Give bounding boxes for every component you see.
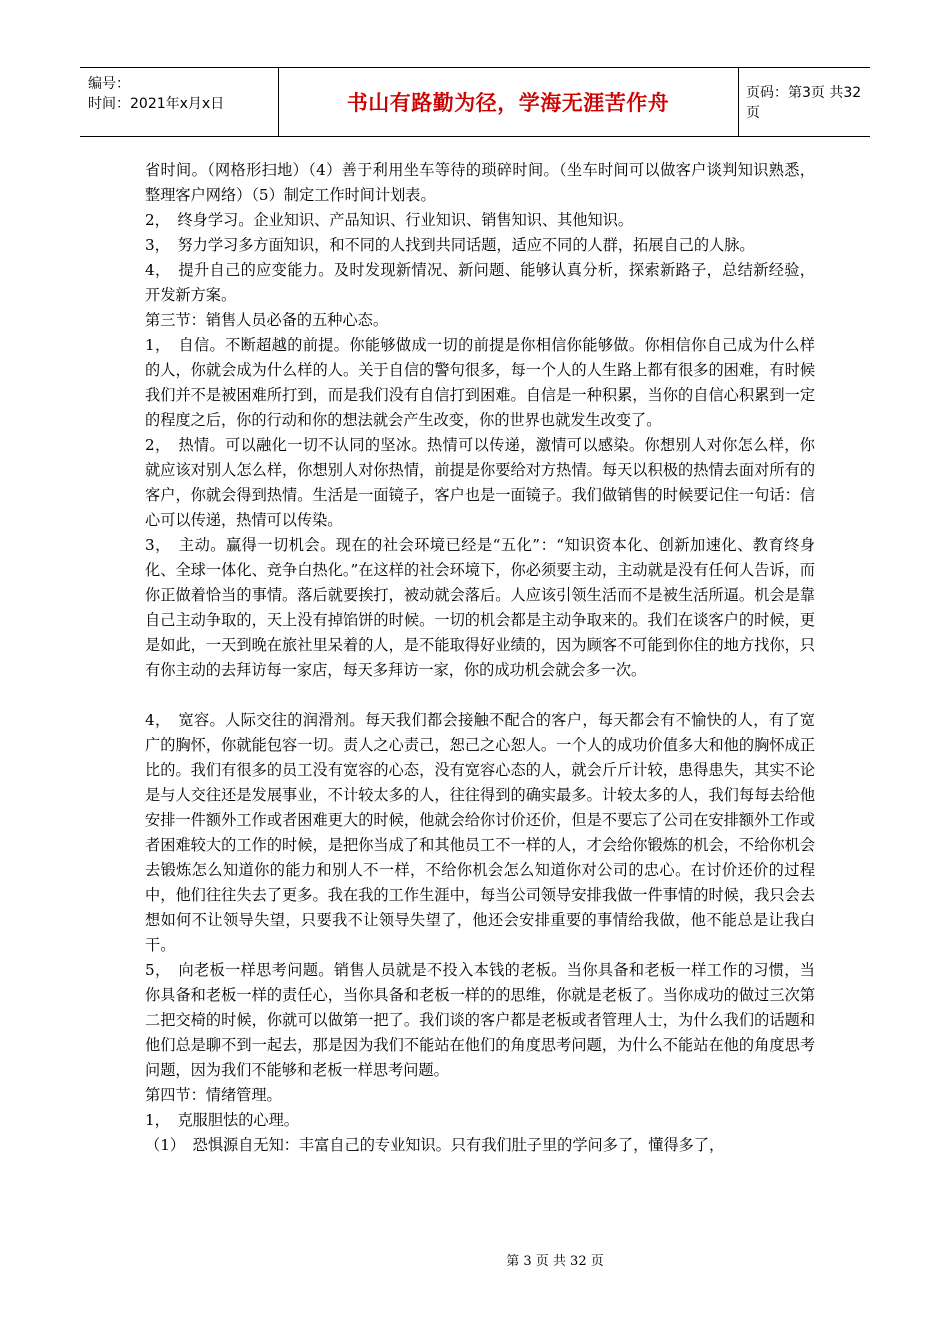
paragraph: 4， 提升自己的应变能力。及时发现新情况、新问题、能够认真分析，探索新路子，总结新经验，开发新方案。 <box>145 261 815 304</box>
page-number-label: 页码：第3页 共32页 <box>746 85 862 121</box>
paragraph: 1， 克服胆怯的心理。 <box>145 1111 299 1129</box>
motto-text: 书山有路勤为径，学海无涯苦作舟 <box>346 91 670 115</box>
paragraph: 2， 终身学习。企业知识、产品知识、行业知识、销售知识、其他知识。 <box>145 211 634 229</box>
paragraph: 4， 宽容。人际交往的润滑剂。每天我们都会接触不配合的客户，每天都会有不愉快的人，有了宽广的胸怀，你就能包容一切。责人之心责己，恕己之心恕人。一个人的成功价值多大和他的胸怀成正比的。我们有很多的员工没有宽容的心态，没有宽容心态的人，就会斤斤计较，患得患失，其实不论是与人交往还是发展事业，不计较太多的人，往往得到的确实最多。计较太多的人，我们每每去给他安排一件额外工作或者困难更大的时候，他就会给你讨价还价，但是不要忘了公司在安排额外工作或者困难较大的工作的时候，是把你当成了和其他员工不一样的人，才会给你锻炼的机会，不给你机会去锻炼怎么知道你的能力和别人不一样，不给你机会怎么知道你对公司的忠心。在讨价还价的过程中，他们往往失去了更多。我在我的工作生涯中，每当公司领导安排我做一件事情的时候，我只会去想如何不让领导失望，只要我不让领导失望了，他还会安排重要的事情给我做，他不能总是让我白干。 <box>145 711 815 954</box>
header-page-cell <box>738 68 870 136</box>
paragraph: 3， 努力学习多方面知识，和不同的人找到共同话题，适应不同的人群，拓展自己的人脉。 <box>145 236 755 254</box>
header-motto-cell <box>278 68 739 136</box>
document-body <box>145 158 815 1158</box>
section-heading: 第三节：销售人员必备的五种心态。 <box>145 311 388 329</box>
paragraph: （1） 恐惧源自无知：丰富自己的专业知识。只有我们肚子里的学问多了，懂得多了， <box>145 1136 725 1154</box>
header-info-cell <box>80 68 279 136</box>
paragraph: 1， 自信。不断超越的前提。你能够做成一切的前提是你相信你能够做。你相信你自己成为什么样的人，你就会成为什么样的人。关于自信的警句很多，每一个人的人生路上都有很多的困难，有时候我们并不是被困难所打到，而是我们没有自信打到困难。自信是一种积累，当你的自信心积累到一定的程度之后，你的行动和你的想法就会产生改变，你的世界也就发生改变了。 <box>145 336 815 429</box>
paragraph: 2， 热情。可以融化一切不认同的坚冰。热情可以传递，激情可以感染。你想别人对你怎么样，你就应该对别人怎么样，你想别人对你热情，前提是你要给对方热情。每天以积极的热情去面对所有的客户，你就会得到热情。生活是一面镜子，客户也是一面镜子。我们做销售的时候要记住一句话：信心可以传递，热情可以传染。 <box>145 436 815 529</box>
page-header <box>80 67 870 137</box>
document-date-label: 时间：2021年x月x日 <box>88 96 225 112</box>
paragraph: 省时间。（网格形扫地）（4）善于利用坐车等待的琐碎时间。（坐车时间可以做客户谈判知识熟悉，整理客户网络）（5）制定工作时间计划表。 <box>145 161 815 204</box>
section-heading: 第四节：情绪管理。 <box>145 1086 282 1104</box>
footer-page-number: 第 3 页 共 32 页 <box>506 1254 604 1269</box>
page-footer <box>0 1250 950 1269</box>
paragraph: 3， 主动。赢得一切机会。现在的社会环境已经是“五化”：“知识资本化、创新加速化、教育终身化、全球一体化、竞争白热化。”在这样的社会环境下，你必须要主动，主动就是没有任何人告诉，而你正做着恰当的事情。落后就要挨打，被动就会落后。人应该引领生活而不是被生活所逼。机会是靠自己主动争取的，天上没有掉馅饼的时候。一切的机会都是主动争取来的。我们在谈客户的时候，更是如此，一天到晚在旅社里呆着的人，是不能取得好业绩的，因为顾客不可能到你住的地方找你，只有你主动的去拜访每一家店，每天多拜访一家，你的成功机会就会多一次。 <box>145 536 815 679</box>
document-number-label: 编号： <box>88 76 130 92</box>
paragraph: 5， 向老板一样思考问题。销售人员就是不投入本钱的老板。当你具备和老板一样工作的习惯，当你具备和老板一样的责任心，当你具备和老板一样的的思维，你就是老板了。当你成功的做过三次第二把交椅的时候，你就可以做第一把了。我们谈的客户都是老板或者管理人士，为什么我们的话题和他们总是聊不到一起去，那是因为我们不能站在他们的角度思考问题，为什么不能站在他的角度思考问题，因为我们不能够和老板一样思考问题。 <box>145 961 815 1079</box>
